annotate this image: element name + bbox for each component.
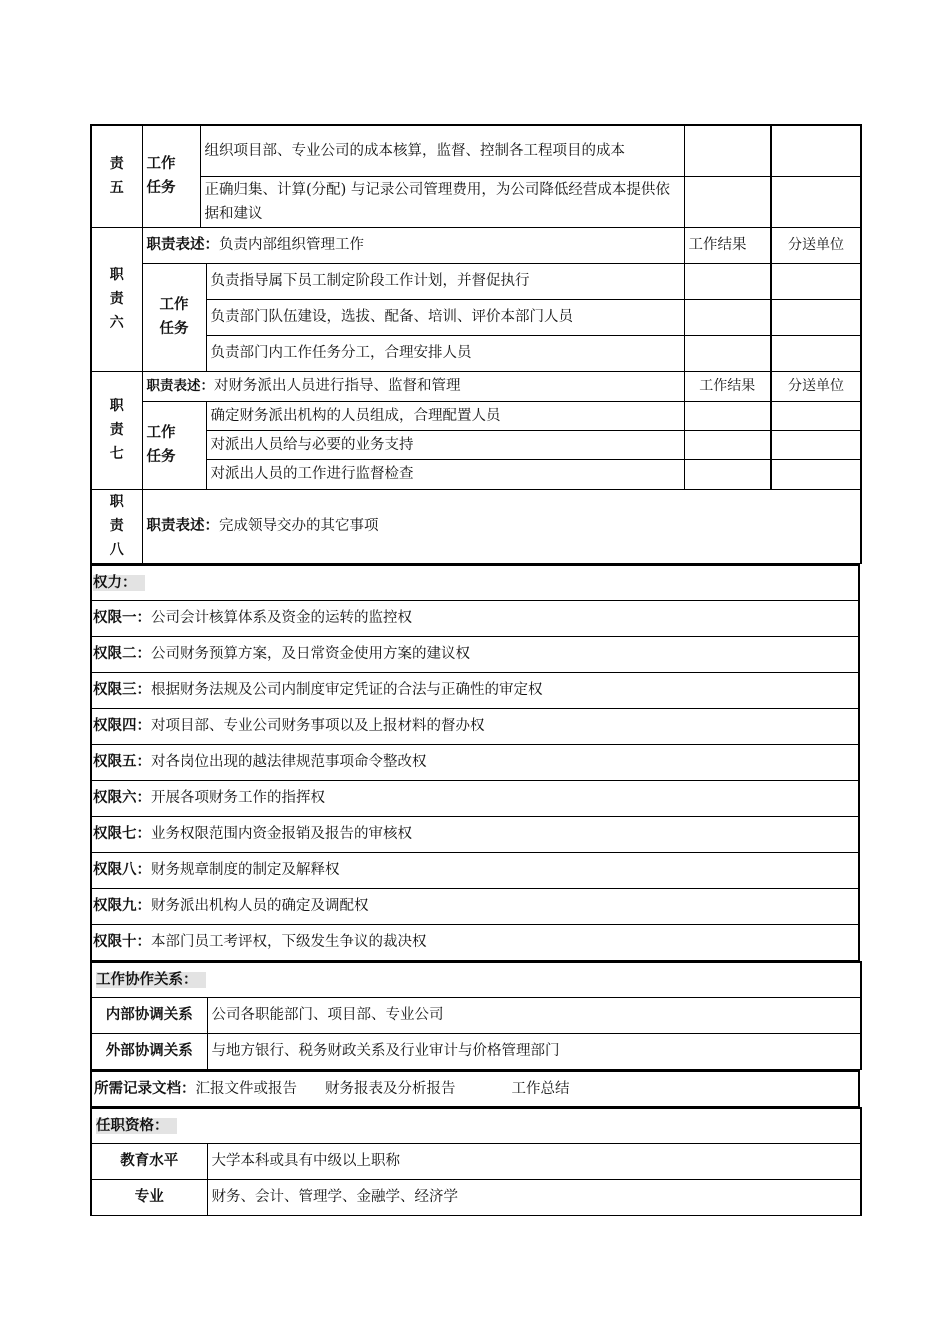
education-value: 大学本科或具有中级以上职称: [207, 1143, 861, 1179]
duty6-task-3: 负责部门内工作任务分工，合理安排人员: [206, 335, 684, 371]
qualification-title: 任职资格：: [91, 1108, 861, 1144]
power-item: 权限六：开展各项财务工作的指挥权: [91, 780, 859, 816]
duty6-dest-header: 分送单位: [771, 227, 861, 263]
major-label: 专业: [91, 1179, 207, 1215]
records-row: [91, 1071, 859, 1107]
record-item: 财务报表及分析报告: [325, 1080, 456, 1097]
duty6-result-header: 工作结果: [684, 227, 771, 263]
major-value: 财务、会计、管理学、金融学、经济学: [207, 1179, 861, 1215]
duty7-label: 职 责 七: [91, 371, 142, 489]
duty5-task-label: 工作 任务: [142, 125, 200, 227]
duty6-task-1: 负责指导属下员工制定阶段工作计划，并督促执行: [206, 263, 684, 299]
power-item: 权限八：财务规章制度的制定及解释权: [91, 852, 859, 888]
cooperation-title: 工作协作关系：: [91, 962, 861, 998]
external-label: 外部协调关系: [91, 1033, 207, 1069]
power-item: 权限四：对项目部、专业公司财务事项以及上报材料的督办权: [91, 708, 859, 744]
power-item: 权限三：根据财务法规及公司内制度审定凭证的合法与正确性的审定权: [91, 672, 859, 708]
records-table: [90, 1070, 860, 1107]
duty7-task-2: 对派出人员给与必要的业务支持: [206, 430, 684, 459]
duties-table: [90, 124, 862, 564]
powers-title: 权力：: [91, 565, 859, 601]
power-item: 权限二：公司财务预算方案，及日常资金使用方案的建议权: [91, 636, 859, 672]
power-item: 权限九：财务派出机构人员的确定及调配权: [91, 888, 859, 924]
internal-value: 公司各职能部门、项目部、专业公司: [207, 997, 861, 1033]
qualification-table: [90, 1107, 862, 1216]
education-label: 教育水平: [91, 1143, 207, 1179]
duty7-task-1: 确定财务派出机构的人员组成，合理配置人员: [206, 401, 684, 430]
power-item: 权限一：公司会计核算体系及资金的运转的监控权: [91, 600, 859, 636]
duty6-label: 职 责 六: [91, 227, 142, 371]
duty7-result-header: 工作结果: [684, 371, 771, 401]
duty8-label: 职 责 八: [91, 489, 142, 563]
duty5-task-1: 组织项目部、专业公司的成本核算，监督、控制各工程项目的成本: [200, 125, 684, 176]
duty8-description: 职责表述：完成领导交办的其它事项: [142, 489, 861, 563]
duty5-label: 责 五: [91, 125, 142, 227]
duty5-task-2: 正确归集、计算(分配) 与记录公司管理费用，为公司降低经营成本提供依据和建议: [200, 176, 684, 227]
power-item: 权限十：本部门员工考评权，下级发生争议的裁决权: [91, 924, 859, 960]
duty6-description: 职责表述：负责内部组织管理工作: [142, 227, 684, 263]
duty7-description: 职责表述：对财务派出人员进行指导、监督和管理: [142, 371, 684, 401]
duty6-task-2: 负责部门队伍建设，选拔、配备、培训、评价本部门人员: [206, 299, 684, 335]
power-item: 权限七：业务权限范围内资金报销及报告的审核权: [91, 816, 859, 852]
external-value: 与地方银行、税务财政关系及行业审计与价格管理部门: [207, 1033, 861, 1069]
duty7-task-3: 对派出人员的工作进行监督检查: [206, 459, 684, 489]
job-description-document: [90, 124, 860, 1216]
records-label: 所需记录文档：: [94, 1080, 196, 1097]
record-item: 工作总结: [511, 1080, 570, 1097]
record-item: 汇报文件或报告: [195, 1080, 297, 1097]
cooperation-table: [90, 961, 862, 1070]
duty6-task-label: 工作 任务: [142, 263, 206, 371]
power-item: 权限五：对各岗位出现的越法律规范事项命令整改权: [91, 744, 859, 780]
duty7-dest-header: 分送单位: [771, 371, 861, 401]
duty7-task-label: 工作 任务: [142, 401, 206, 489]
powers-table: [90, 564, 860, 961]
internal-label: 内部协调关系: [91, 997, 207, 1033]
